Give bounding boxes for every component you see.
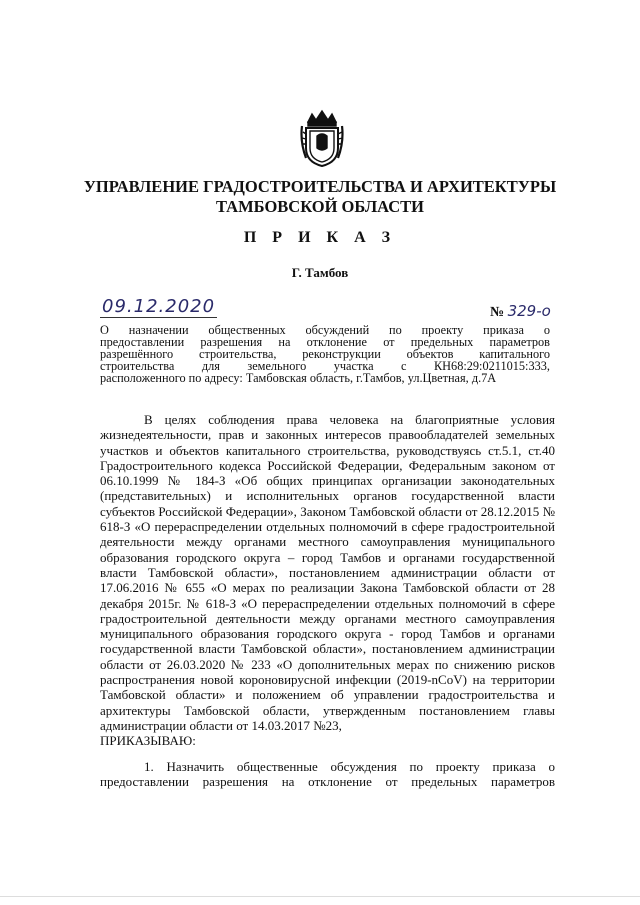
handwritten-date: 09.12.2020 <box>102 296 216 317</box>
document-type-title: П Р И К А З <box>243 229 397 246</box>
item-number: 1. <box>144 759 154 774</box>
agency-name-line-1: УПРАВЛЕНИЕ ГРАДОСТРОИТЕЛЬСТВА И АРХИТЕКТУРЫ <box>83 177 557 196</box>
subject-line: О назначении общественных обсуждений по проекту приказа о <box>100 323 550 337</box>
subject-line: предоставлении разрешения на отклонение от предельных параметров <box>100 335 550 349</box>
item-text: Назначить общественные обсуждения по проекту приказа о предоставлении разрешения на отклонение от предельных параметров <box>100 759 555 790</box>
city-line: Г. Тамбов <box>291 265 349 280</box>
order-body <box>100 412 555 749</box>
subject-line: расположенного по адресу: Тамбовская область, г.Тамбов, ул.Цветная, д.7А <box>100 371 497 385</box>
order-number-prefix: № <box>490 305 505 320</box>
order-word: ПРИКАЗЫВАЮ: <box>100 733 196 749</box>
order-subject <box>100 324 550 384</box>
subject-line: строительства для земельного участка с КН68:29:0211015:333, <box>100 359 550 373</box>
order-item-1 <box>100 759 555 790</box>
tambov-coat-of-arms-icon <box>300 108 344 168</box>
order-number <box>490 302 551 321</box>
page-bottom-edge <box>0 896 640 897</box>
subject-line: разрешённого строительства, реконструкции объектов капитального <box>100 347 550 361</box>
agency-name-line-2: ТАМБОВСКОЙ ОБЛАСТИ <box>215 197 425 216</box>
order-number-value: 329-о <box>507 302 551 320</box>
preamble-paragraph: В целях соблюдения права человека на благоприятные условия жизнедеятельности, прав и законных интересов правообладателей земельных участков и объектов капитального строительства, руководствуясь ст.5.1, ст.40 Градостроительного кодекса Российской Федерации, Федеральным законом от 06.10.1999 № 184-З «Об общих принципах организации законодательных (представительных) и исполнительных органов государственной власти субъектов Российской Федерации», Законом Тамбовской области от 28.12.2015 № 618-З «О перераспределении отдельных полномочий в сфере градостроительной деятельности между органами местного самоуправления муниципального образования городского округа – город Тамбов и органами государственной власти Тамбовской области», постановлением администрации области от 17.06.2016 № 655 «О мерах по реализации Закона Тамбовской области от 28 декабря 2015г. № 618-З «О перераспределении отдельных полномочий в сфере градостроительной деятельности между органами местного самоуправления муниципального образования городского округа - город Тамбов и органами государственной власти Тамбовской области», постановлением администрации области от 26.03.2020 № 233 «О дополнительных мерах по снижению рисков распространения новой короновирусной инфекции (2019-nCoV) на территории Тамбовской области» и положением об управлении градостроительства и архитектуры Тамбовской области, утвержденным постановлением главы администрации области от 14.03.2017 №23, <box>100 412 555 733</box>
